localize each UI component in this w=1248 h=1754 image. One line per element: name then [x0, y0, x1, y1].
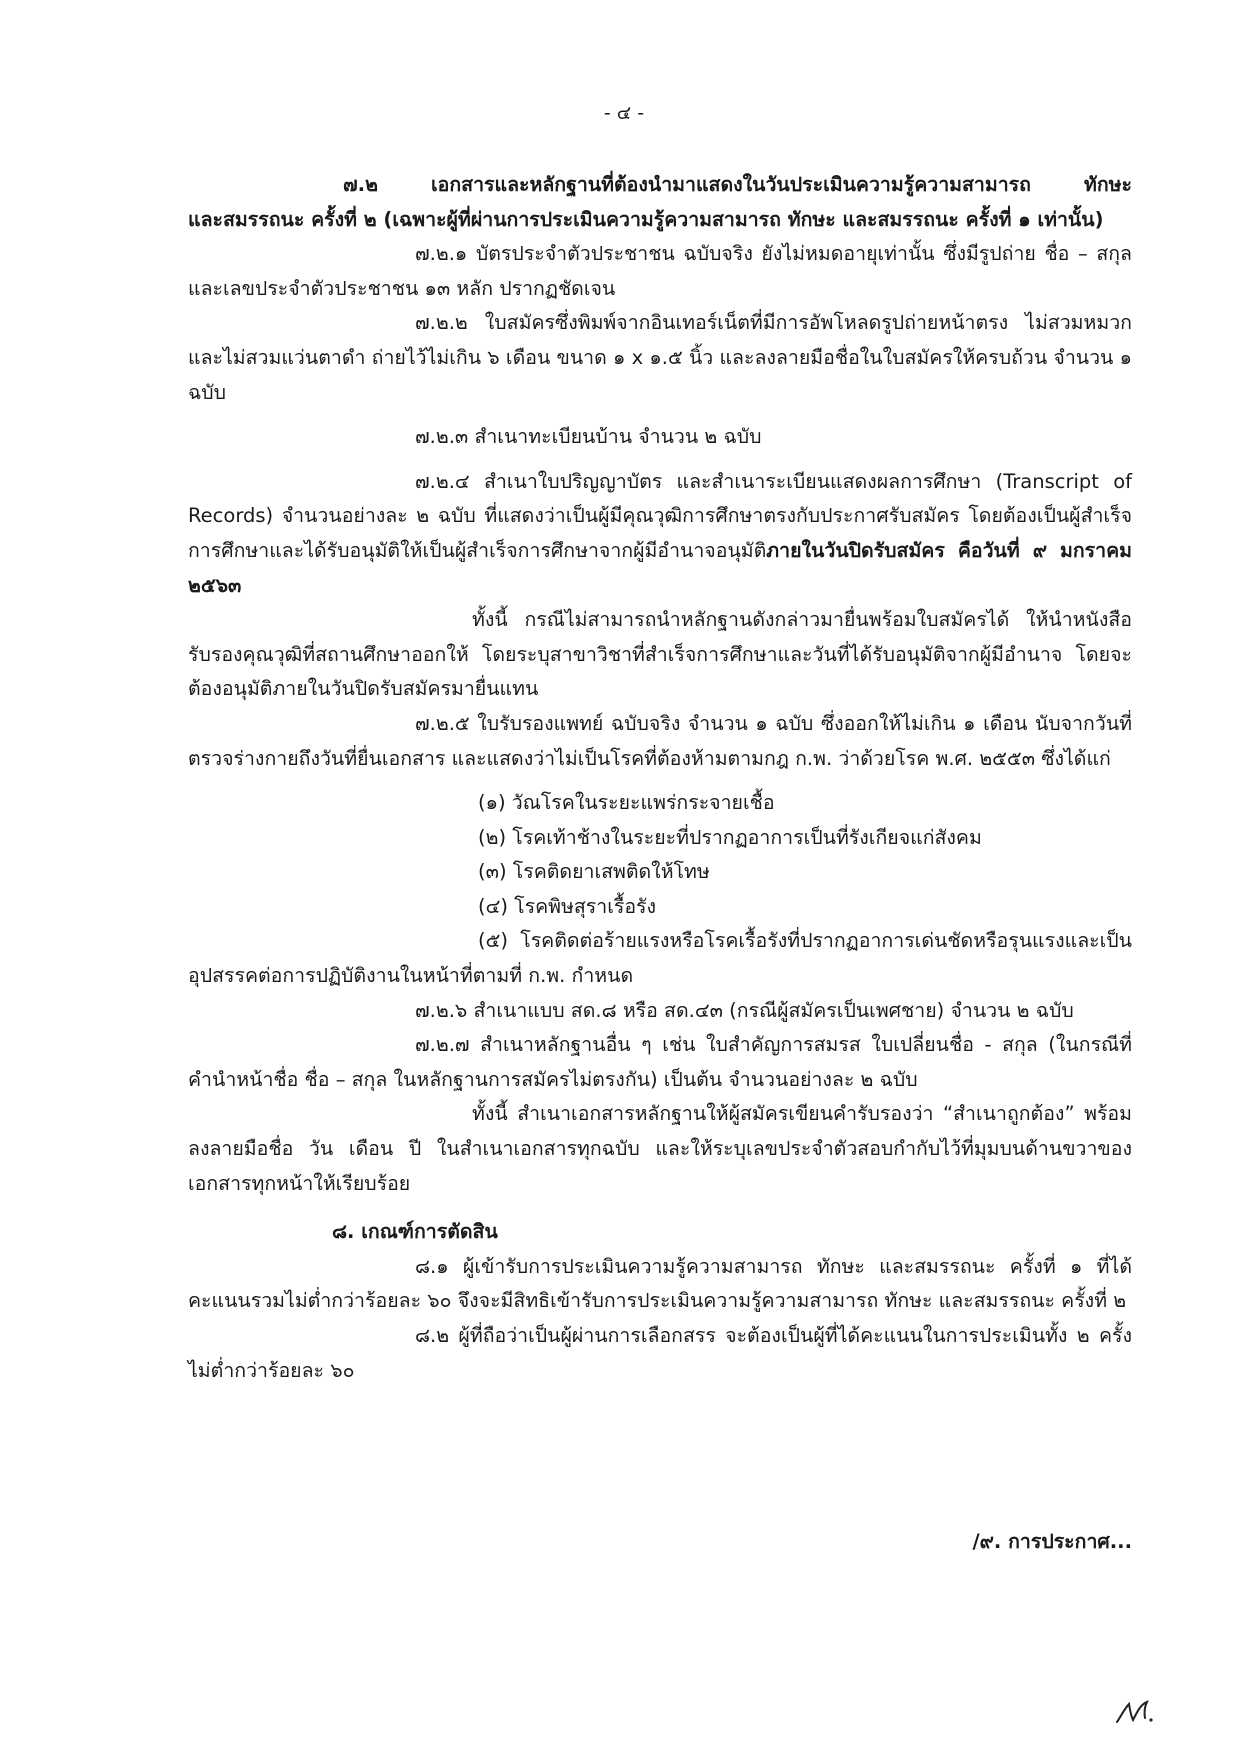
item-7-2-2: ๗.๒.๒ ใบสมัครซึ่งพิมพ์จากอินเทอร์เน็ตที่มีการอัพโหลดรูปถ่ายหน้าตรง ไม่สวมหมวก และไม่สวมแว่นตาดำ ถ่ายไว้ไม่เกิน ๖ เดือน ขนาด ๑ x ๑.๕ นิ้ว และลงลายมือชื่อในใบสมัครให้ครบถ้วน จำนวน ๑ ฉบับ [188, 311, 1132, 404]
disease-list [188, 786, 1132, 924]
item-8-1: ๘.๑ ผู้เข้ารับการประเมินความรู้ความสามารถ ทักษะ และสมรรถนะ ครั้งที่ ๑ ที่ได้คะแนนรวมไม่ต่ำกว่าร้อยละ ๖๐ จึงจะมีสิทธิเข้ารับการประเมินความรู้ความสามารถ ทักษะ และสมรรถนะ ครั้งที่ ๒ [188, 1254, 1132, 1313]
item-7-2-6: ๗.๒.๖ สำเนาแบบ สด.๘ หรือ สด.๔๓ (กรณีผู้สมัครเป็นเพศชาย) จำนวน ๒ ฉบับ [415, 998, 1074, 1022]
item-7-2-4-deadline: ภายในวันปิดรับสมัคร คือวันที่ ๙ มกราคม ๒๕๖๓ [188, 538, 1132, 597]
disease-item-4: (๔) โรคพิษสุราเรื้อรัง [478, 894, 657, 918]
initials-signature-icon [1115, 1696, 1155, 1726]
item-7-2-3: ๗.๒.๓ สำเนาทะเบียนบ้าน จำนวน ๒ ฉบับ [415, 425, 762, 449]
item-7-2-4-text: ๗.๒.๔ สำเนาใบปริญญาบัตร และสำเนาระเบียนแสดงผลการศึกษา (Transcript of Records) จำนวนอย่างละ ๒ ฉบับ ที่แสดงว่าเป็นผู้มีคุณวุฒิการศึกษาตรงกับประกาศรับสมัคร โดยต้องเป็นผู้สำเร็จการศึกษาและได้รับอนุมัติให้เป็นผู้สำเร็จการศึกษาจากผู้มีอำนาจอนุมัติ [188, 469, 1132, 562]
disease-item-2: (๒) โรคเท้าช้างในระยะที่ปรากฏอาการเป็นที่รังเกียจแก่สังคม [478, 825, 982, 849]
item-7-2-4-note: ทั้งนี้ กรณีไม่สามารถนำหลักฐานดังกล่าวมายื่นพร้อมใบสมัครได้ ให้นำหนังสือรับรองคุณวุฒิที่สถานศึกษาออกให้ โดยระบุสาขาวิชาที่สำเร็จการศึกษาและวันที่ได้รับอนุมัติจากผู้มีอำนาจ โดยจะต้องอนุมัติภายในวันปิดรับสมัครมายื่นแทน [188, 608, 1132, 701]
disease-item-1: (๑) วัณโรคในระยะแพร่กระจายเชื้อ [478, 791, 775, 815]
closing-note: ทั้งนี้ สำเนาเอกสารหลักฐานให้ผู้สมัครเขียนคำรับรองว่า “สำเนาถูกต้อง” พร้อมลงลายมือชื่อ วัน เดือน ปี ในสำเนาเอกสารทุกฉบับ และให้ระบุเลขประจำตัวสอบกำกับไว้ที่มุมบนด้านขวาของเอกสารทุกหน้าให้เรียบร้อย [188, 1102, 1132, 1195]
section-7-2-title-line1: ๗.๒ เอกสารและหลักฐานที่ต้องนำมาแสดงในวันประเมินความรู้ความสามารถ ทักษะ [343, 173, 1132, 196]
item-7-2-7: ๗.๒.๗ สำเนาหลักฐานอื่น ๆ เช่น ใบสำคัญการสมรส ใบเปลี่ยนชื่อ - สกุล (ในกรณีที่คำนำหน้าชื่อ ชื่อ – สกุล ในหลักฐานการสมัครไม่ตรงกัน) เป็นต้น จำนวนอย่างละ ๒ ฉบับ [188, 1033, 1132, 1091]
disease-item-5: (๕) โรคติดต่อร้ายแรงหรือโรคเรื้อรังที่ปรากฏอาการเด่นชัดหรือรุนแรงและเป็นอุปสรรคต่อการปฏิบัติงานในหน้าที่ตามที่ ก.พ. กำหนด [188, 929, 1132, 988]
item-7-2-4 [188, 465, 1132, 603]
document-body [188, 168, 1132, 1388]
section-8-heading: ๘. เกณฑ์การตัดสิน [332, 1220, 498, 1244]
continuation-reference: /๙. การประกาศ... [972, 1530, 1132, 1553]
section-7-2-title-line2: และสมรรถนะ ครั้งที่ ๒ (เฉพาะผู้ที่ผ่านการประเมินความรู้ความสามารถ ทักษะ และสมรรถนะ ครั้งที่ ๑ เท่านั้น) [188, 207, 1104, 231]
item-8-2: ๘.๒ ผู้ที่ถือว่าเป็นผู้ผ่านการเลือกสรร จะต้องเป็นผู้ที่ได้คะแนนในการประเมินทั้ง ๒ ครั้ง ไม่ต่ำกว่าร้อยละ ๖๐ [188, 1324, 1132, 1382]
page-number: - ๔ - [603, 102, 645, 124]
item-7-2-5: ๗.๒.๕ ใบรับรองแพทย์ ฉบับจริง จำนวน ๑ ฉบับ ซึ่งออกให้ไม่เกิน ๑ เดือน นับจากวันที่ตรวจร่างกายถึงวันที่ยื่นเอกสาร และแสดงว่าไม่เป็นโรคที่ต้องห้ามตามกฎ ก.พ. ว่าด้วยโรค พ.ศ. ๒๕๕๓ ซึ่งได้แก่ [188, 711, 1132, 770]
item-7-2-1: ๗.๒.๑ บัตรประจำตัวประชาชน ฉบับจริง ยังไม่หมดอายุเท่านั้น ซึ่งมีรูปถ่าย ชื่อ – สกุล และเลขประจำตัวประชาชน ๑๓ หลัก ปรากฏชัดเจน [188, 242, 1132, 300]
disease-item-3: (๓) โรคติดยาเสพติดให้โทษ [478, 860, 710, 884]
